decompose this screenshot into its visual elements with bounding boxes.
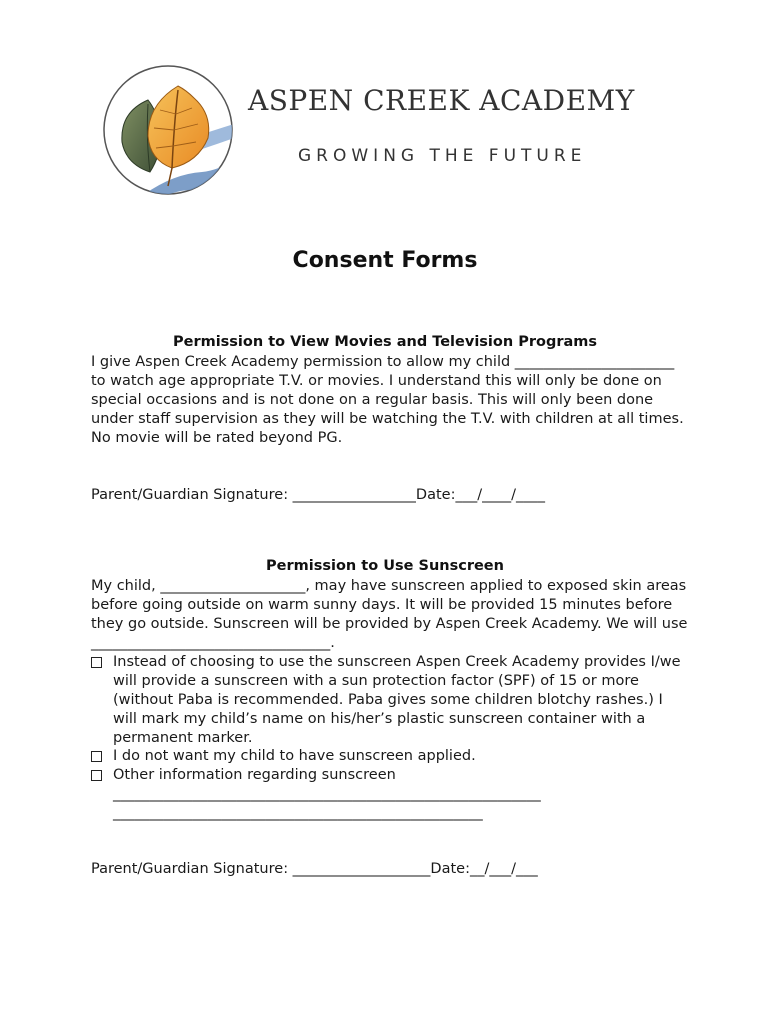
movies-signature-line: Parent/Guardian Signature: _________________Date:___/____/____ xyxy=(91,487,545,503)
checkbox-icon[interactable] xyxy=(91,770,102,781)
option-text: I do not want my child to have sunscreen applied. xyxy=(113,748,476,764)
option-text: Instead of choosing to use the sunscreen Aspen Creek Academy provides I/we will provide a sunscreen with a sun protection factor (SPF) of 15 or more (without Paba is recommended. Paba gives some children blotchy rashes.) I will mark my child’s name on his/her’s plastic sunscreen container with a permanent marker. xyxy=(113,654,681,746)
option-text: Other information regarding sunscreen xyxy=(113,767,396,783)
movies-consent-paragraph: I give Aspen Creek Academy permission to allow my child ______________________ to watch age appropriate T.V. or movies. I understand this will only be done on special occasions and is not done on a regular basis. This will only been done under staff supervision as they will be watching the T.V. with children at all times. No movie will be rated beyond PG. xyxy=(91,354,684,446)
sunscreen-signature-line: Parent/Guardian Signature: ___________________Date:__/___/___ xyxy=(91,861,538,877)
other-info-blank-line-1[interactable]: ___________________________________________________________ xyxy=(113,786,541,802)
brand-name: ASPEN CREEK ACADEMY xyxy=(248,84,635,117)
sunscreen-option-provide-own xyxy=(91,653,691,748)
sunscreen-consent-paragraph: My child, ____________________, may have sunscreen applied to exposed skin areas before going outside on warm sunny days. It will be provided 15 minutes before they go outside. Sunscreen will be provided by Aspen Creek Academy. We will use _________________________________. xyxy=(91,578,688,651)
brand-tagline: GROWING THE FUTURE xyxy=(298,146,587,166)
sunscreen-section-heading: Permission to Use Sunscreen xyxy=(266,558,504,574)
sunscreen-option-other xyxy=(91,766,691,785)
checkbox-icon[interactable] xyxy=(91,751,102,762)
page-title: Consent Forms xyxy=(292,248,478,273)
aspen-leaves-logo-icon xyxy=(102,64,234,196)
sunscreen-option-decline xyxy=(91,747,691,766)
movies-section-heading: Permission to View Movies and Television Programs xyxy=(172,334,598,350)
checkbox-icon[interactable] xyxy=(91,657,102,668)
other-info-blank-line-2[interactable]: ___________________________________________________ xyxy=(113,805,483,821)
